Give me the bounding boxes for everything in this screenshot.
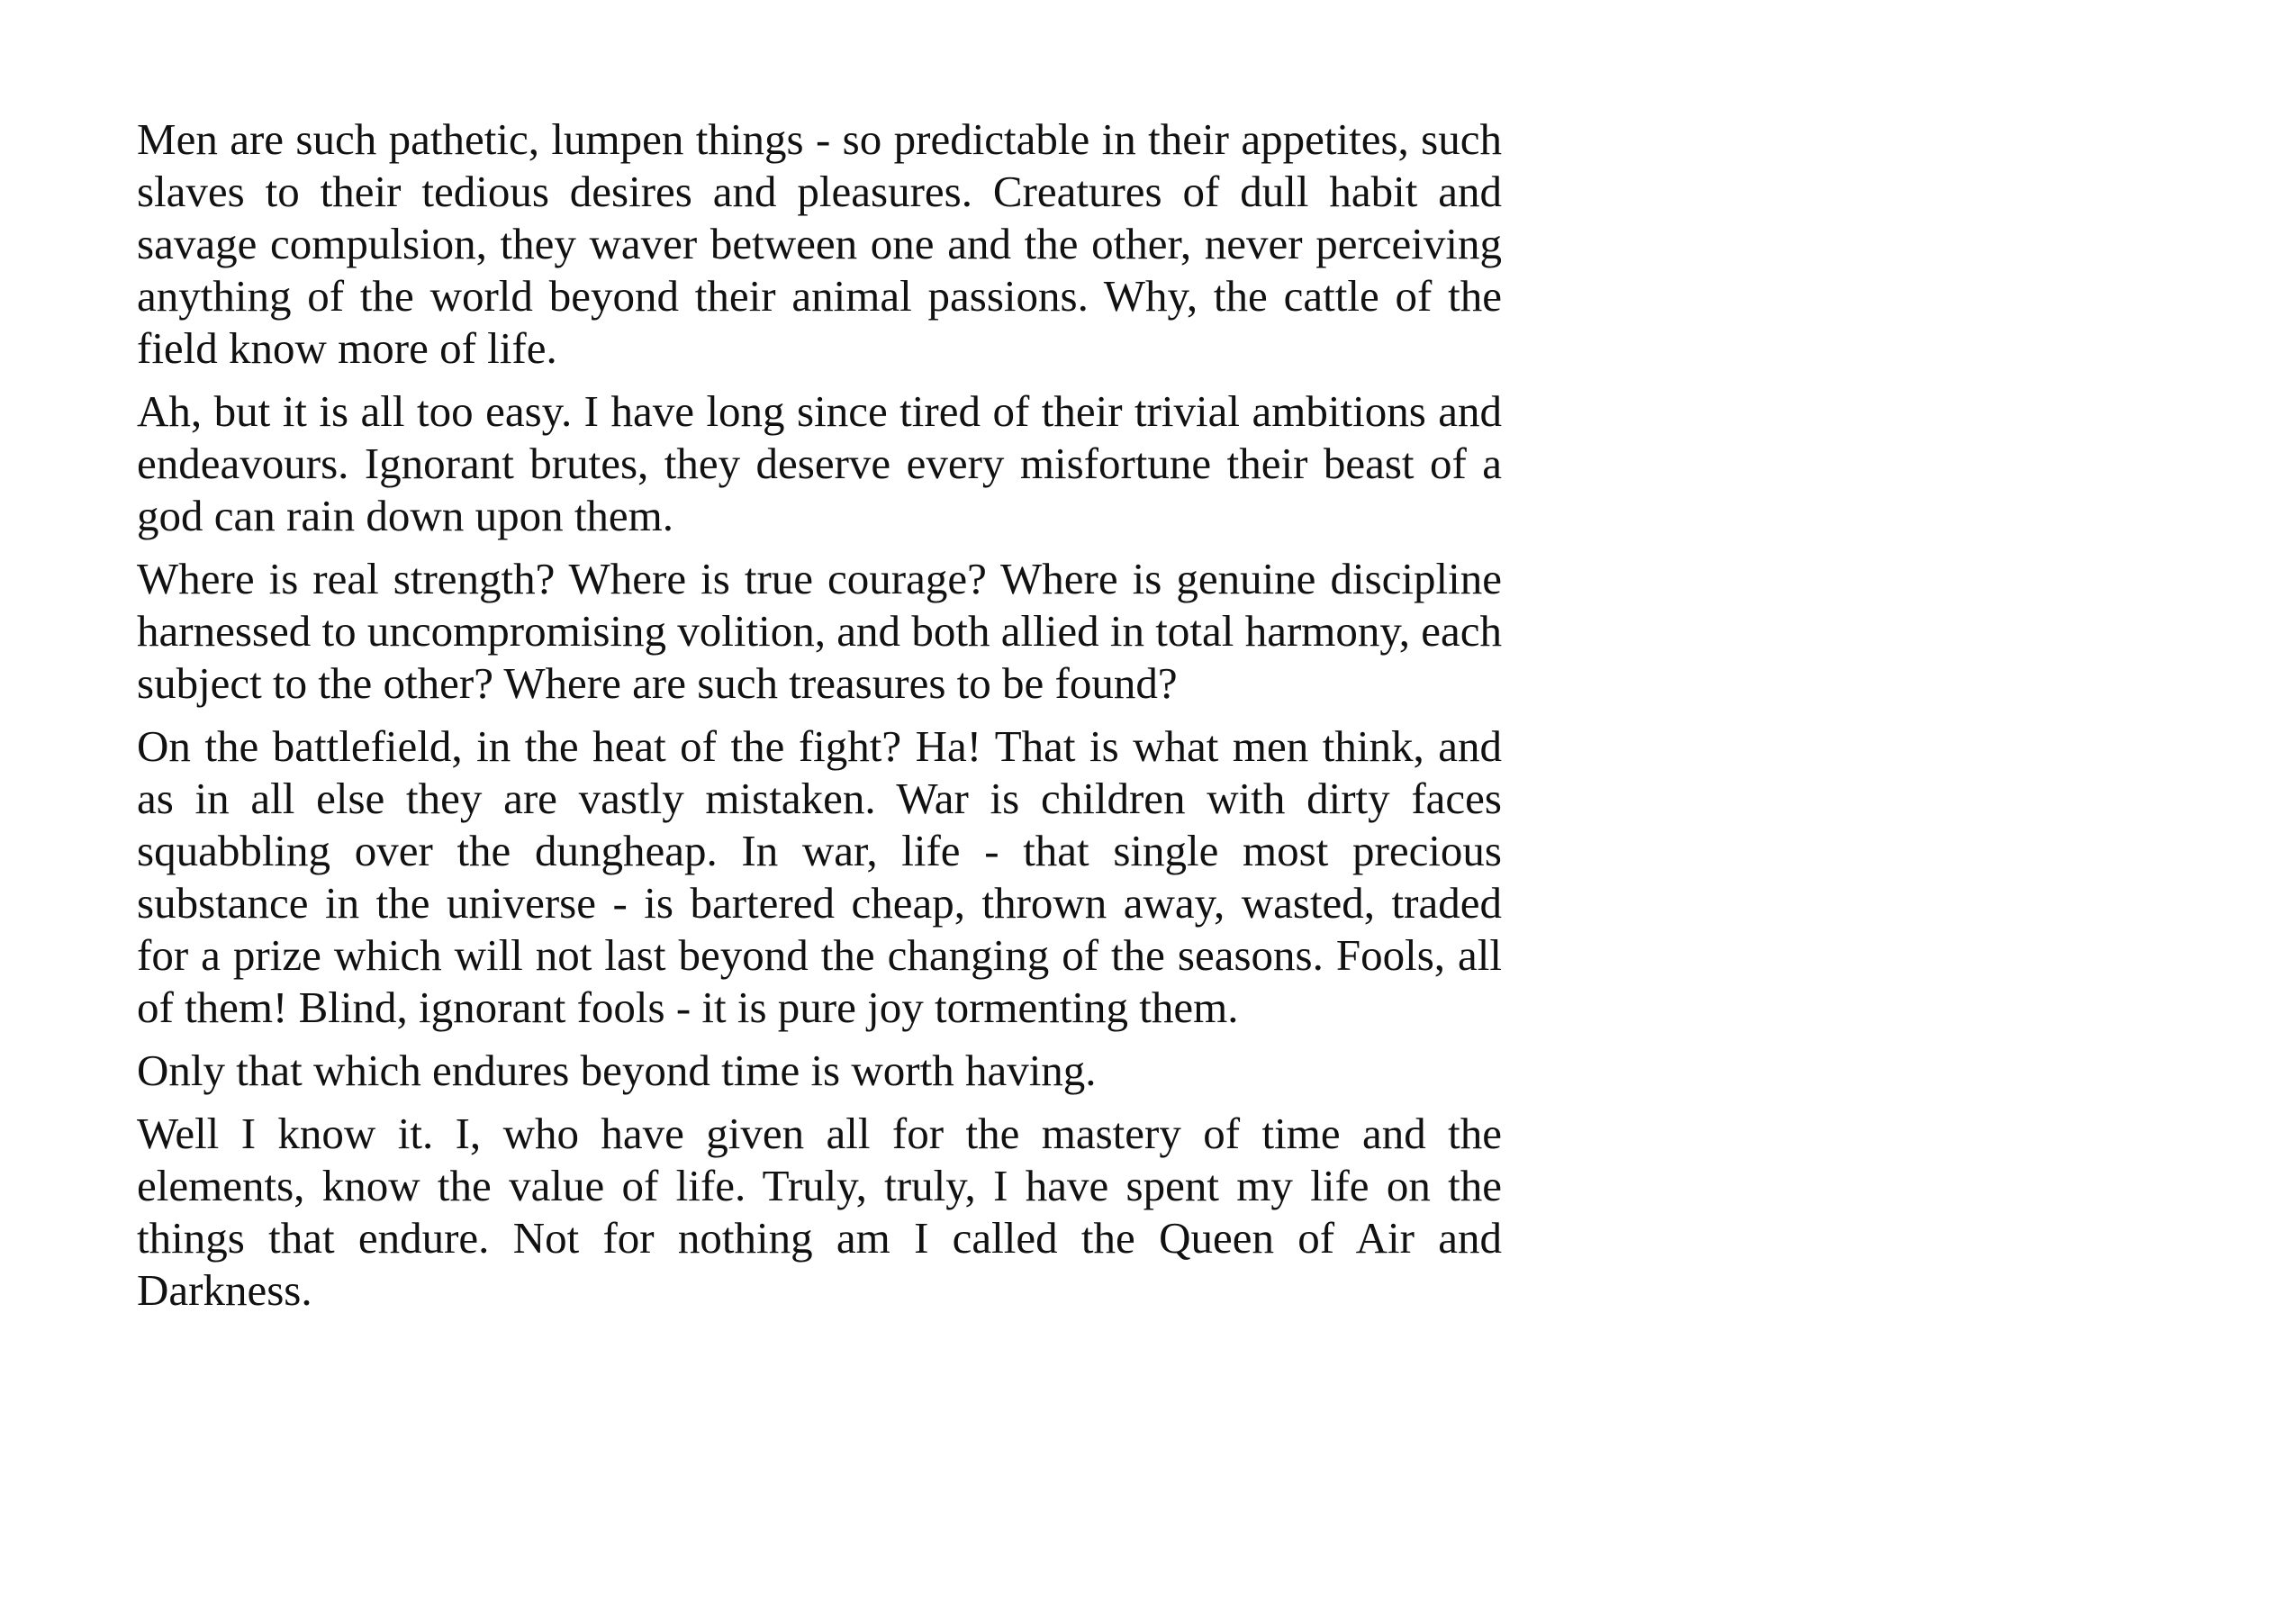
paragraph-2: Ah, but it is all too easy. I have long since tired of their trivial ambitions and endeavours. Ignorant brutes, they deserve every misfortune their beast of a god can rain down upon them. bbox=[137, 386, 1502, 540]
paragraph-5: Only that which endures beyond time is worth having. bbox=[137, 1046, 1097, 1095]
paragraph-6: Well I know it. I, who have given all for the mastery of time and the elements, know the value of life. Truly, truly, I have spent my life on the things that endure. Not for nothing am I called the Queen of Air and Darkness. bbox=[137, 1109, 1502, 1315]
paragraph-1: Men are such pathetic, lumpen things - so predictable in their appetites, such slaves to their tedious desires and pleasures. Creatures of dull habit and savage compulsion, they waver between one and the other, never perceiving anything of the world beyond their animal passions. Why, the cattle of the field know more of life. bbox=[137, 114, 1502, 373]
paragraph-4: On the battlefield, in the heat of the fight? Ha! That is what men think, and as in all else they are vastly mistaken. War is children with dirty faces squabbling over the dungheap. In war, life - that single most precious substance in the universe - is bartered cheap, thrown away, wasted, traded for a prize which will not last beyond the changing of the seasons. Fools, all of them! Blind, ignorant fools - it is pure joy tormenting them. bbox=[137, 721, 1502, 1032]
document-body bbox=[137, 113, 1502, 1327]
paragraph-3: Where is real strength? Where is true courage? Where is genuine discipline harnessed to uncompromising volition, and both allied in total harmony, each subject to the other? Where are such treasures to be found? bbox=[137, 554, 1502, 708]
